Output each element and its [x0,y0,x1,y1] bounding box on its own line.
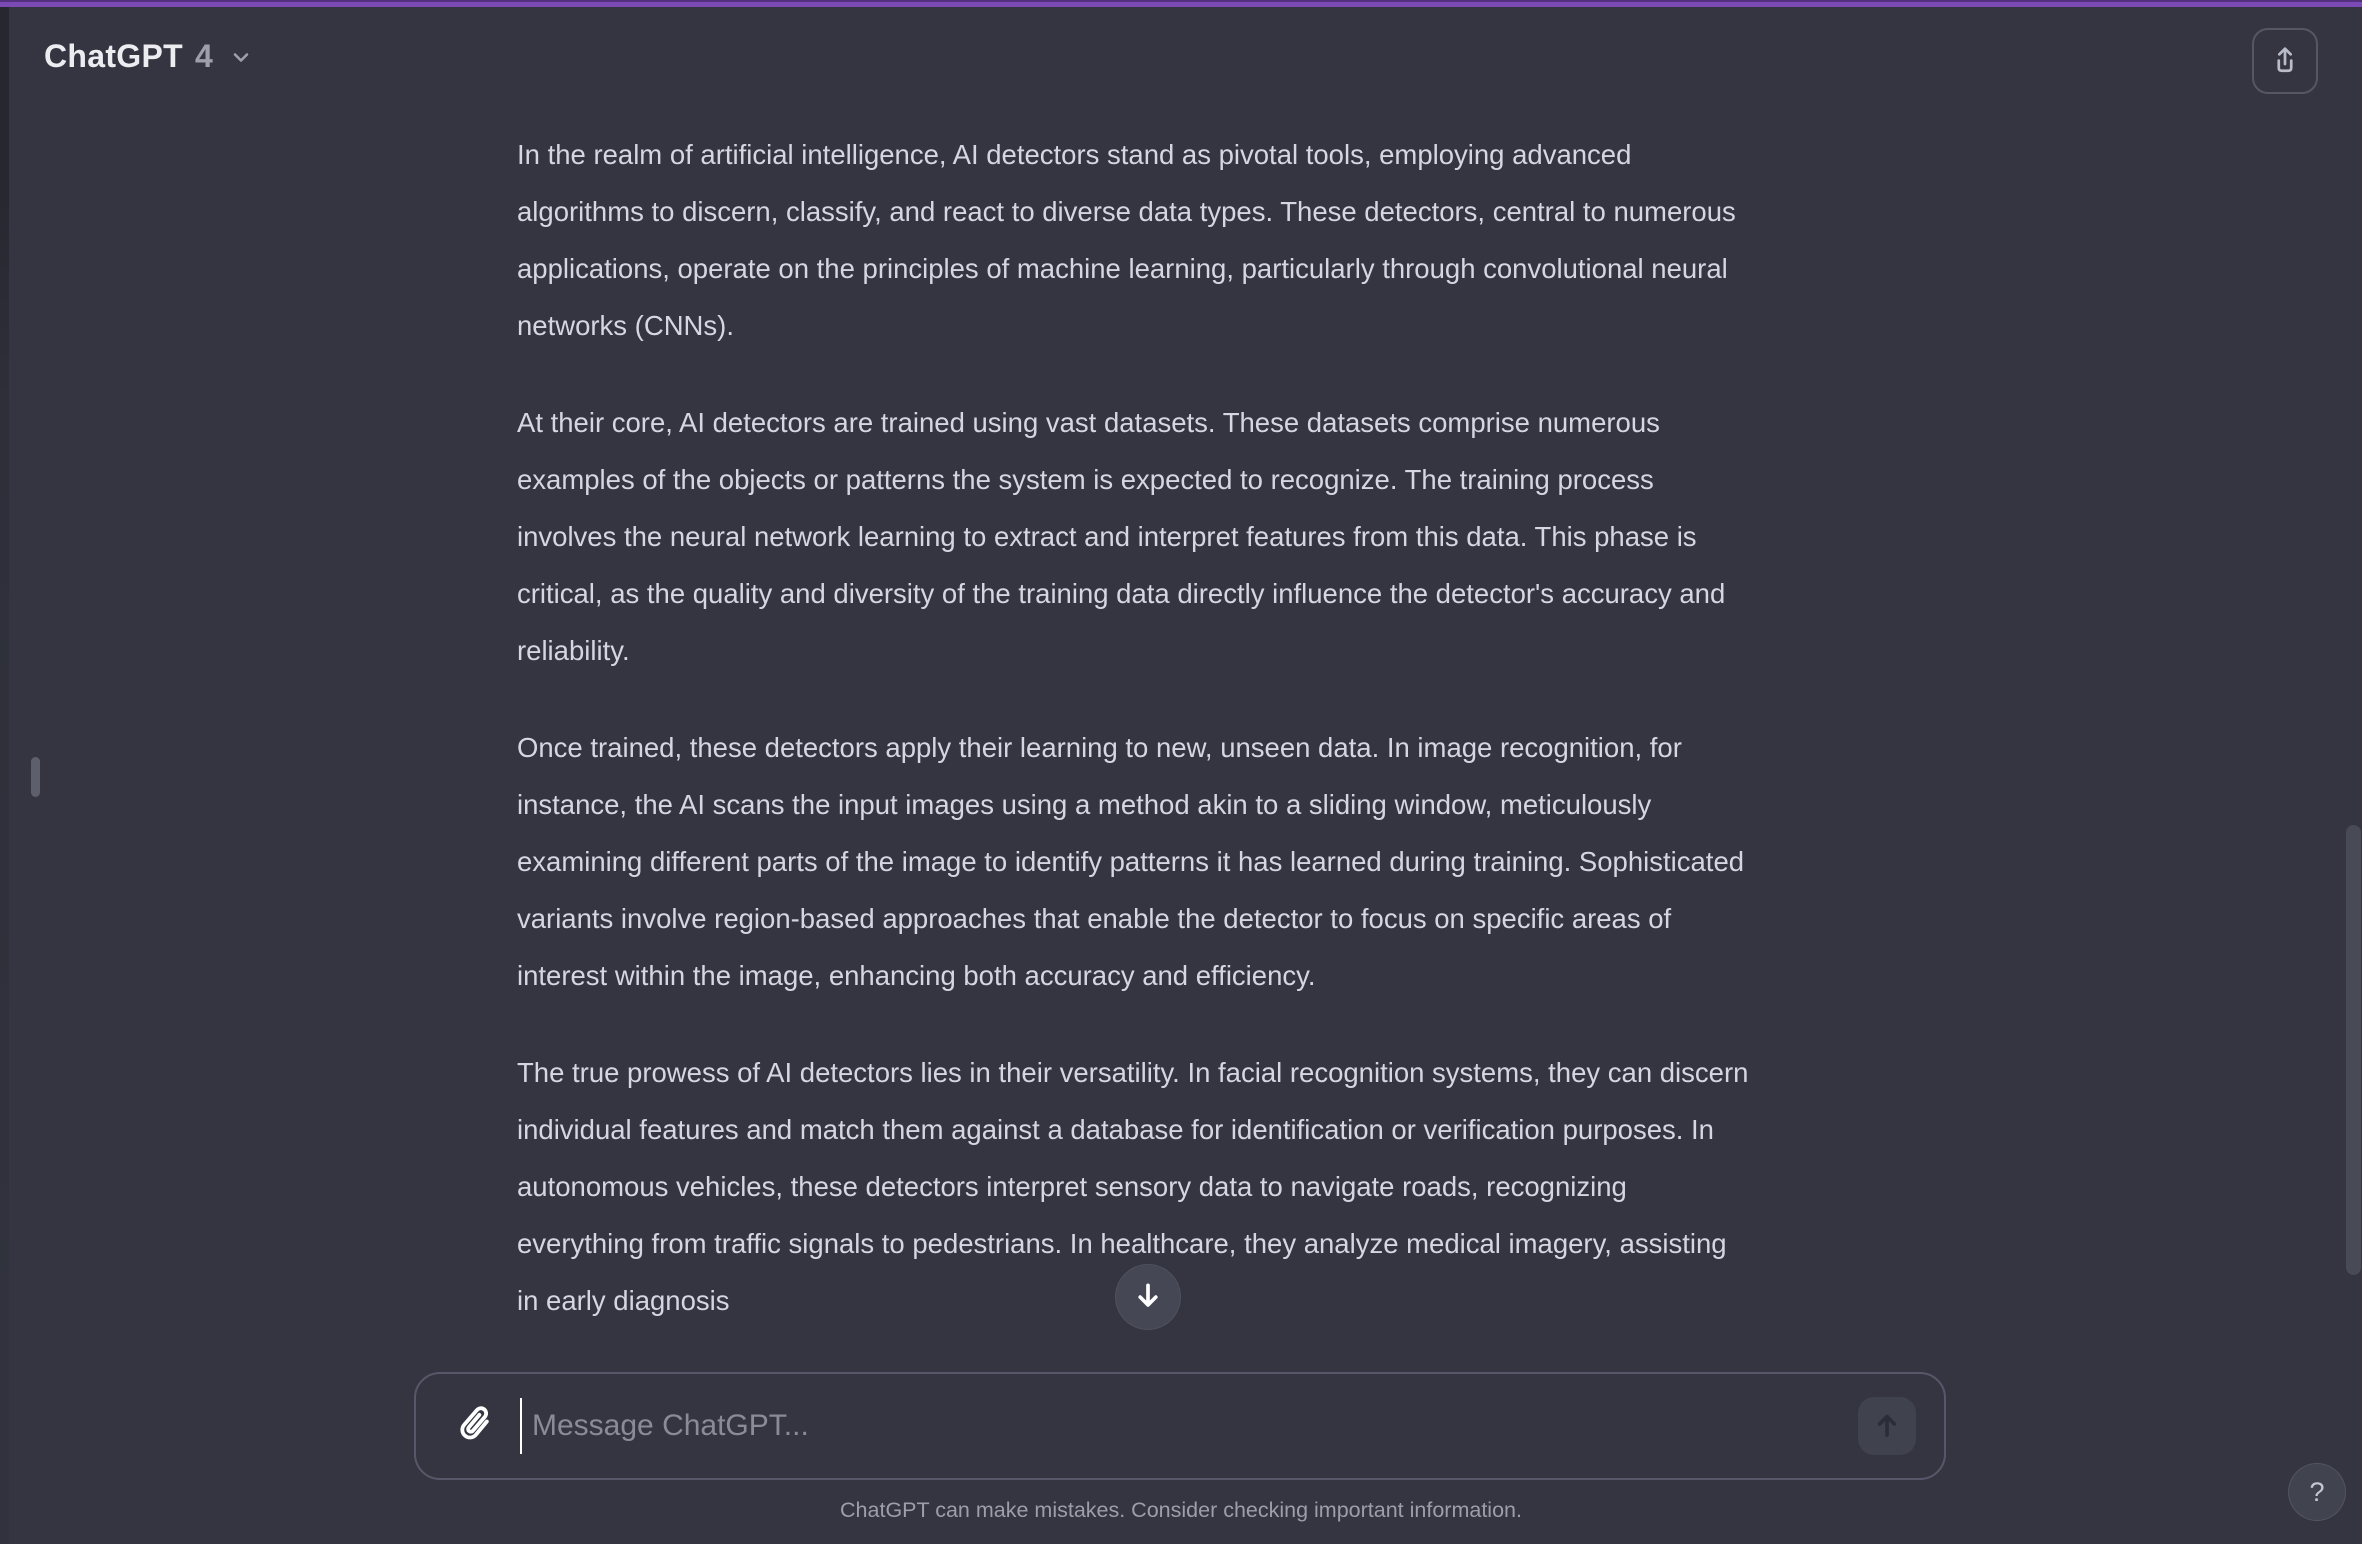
chevron-down-icon [229,40,253,77]
model-version: 4 [195,38,213,74]
message-paragraph: In the realm of artificial intelligence, AI detectors stand as pivotal tools, employing advanced algorithms to discern, classify, and react to diverse data types. These detectors, central to numerous applications, operate on the principles of machine learning, particularly through convolutional neural networks (CNNs). [517,139,1736,341]
share-button[interactable] [2252,28,2318,94]
message-paragraph: At their core, AI detectors are trained using vast datasets. These datasets comprise numerous examples of the objects or patterns the system is expected to recognize. The training process involves the neural network learning to extract and interpret features from this data. This phase is critical, as the quality and diversity of the training data directly influence the detector's accuracy and reliability. [517,407,1726,666]
message-composer [414,1372,1946,1480]
scroll-to-bottom-button[interactable] [1115,1264,1181,1330]
scrollbar-thumb[interactable] [2346,825,2361,1275]
assistant-message [517,0,1755,1369]
message-input[interactable] [522,1374,1858,1478]
share-icon [2268,43,2302,80]
arrow-down-icon [1131,1279,1165,1316]
message-paragraph: The true prowess of AI detectors lies in their versatility. In facial recognition systems, they can discern individual features and match them against a database for identification or verification purposes. In autonomous vehicles, these detectors interpret sensory data to navigate roads, recognizing everything from traffic signals to pedestrians. In healthcare, they analyze medical imagery, assisting in early diagnosis [517,1057,1749,1316]
question-mark-label: ? [2309,1476,2325,1507]
brand-title: ChatGPT [44,38,183,74]
paperclip-icon [456,1402,496,1451]
send-button[interactable] [1858,1397,1916,1455]
arrow-up-icon [1871,1409,1903,1444]
model-switcher[interactable] [44,36,253,77]
message-paragraph: Once trained, these detectors apply their learning to new, unseen data. In image recognition, for instance, the AI scans the input images using a method akin to a sliding window, meticulously examining different parts of the image to identify patterns it has learned during training. Sophisticated variants involve region-based approaches that enable the detector to focus on specific areas of interest within the image, enhancing both accuracy and efficiency. [517,732,1745,991]
disclaimer-text: ChatGPT can make mistakes. Consider checking important information. [840,1498,1522,1522]
sidebar-toggle-handle[interactable] [31,757,40,797]
collapsed-sidebar-edge [0,7,9,1544]
help-button[interactable] [2288,1463,2346,1521]
attach-file-button[interactable] [456,1402,496,1451]
